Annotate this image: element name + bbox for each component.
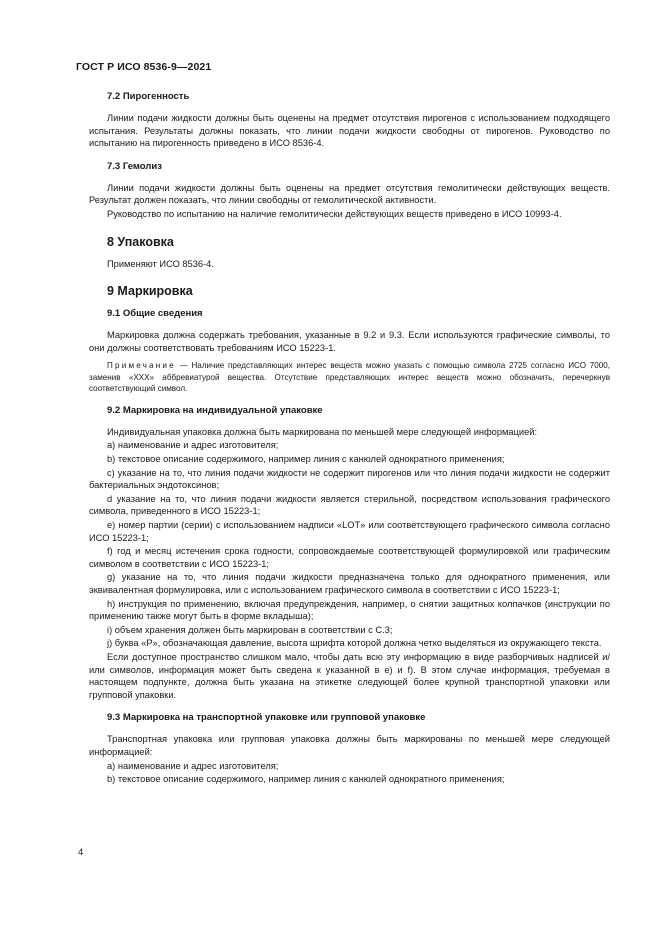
section-9-2-item-d: d указание на то, что линия подачи жидкости является стерильной, посредством использования графического символа, приведенного в ИСО 15223-1; [89,493,610,517]
section-7-3-title: 7.3 Гемолиз [107,160,162,172]
section-9-2-item-b: b) текстовое описание содержимого, например линия с канюлей однократного применения; [107,454,505,465]
section-9-2-item-c: c) указание на то, что линия подачи жидкости не содержит пирогенов или что линия подачи жидкости не содержит бактериальных эндотоксинов; [89,467,610,491]
section-9-3-title: 9.3 Маркировка на транспортной упаковке или групповой упаковке [107,712,426,724]
section-7-2-paragraph: Линии подачи жидкости должны быть оценены на предмет отсутствия пирогенов с использованием подходящего испытания. Результаты должны показать, что линии подачи жидкости свободны от пирогенов. Руководство по испытанию на пирогенность приведено в ИСО 8536-4. [89,113,610,149]
section-9-2-item-i: i) объем хранения должен быть маркирован в соответствии с С.3; [107,624,393,635]
section-9-1-title: 9.1 Общие сведения [107,308,203,320]
section-8-title: 8 Упаковка [107,234,174,249]
section-9-3-item-b: b) текстовое описание содержимого, например линия с канюлей однократного применения; [107,774,505,785]
section-9-1-note [89,360,610,395]
section-8-paragraph: Применяют ИСО 8536-4. [107,258,214,269]
section-9-title: 9 Маркировка [107,284,193,299]
section-9-2-closing: Если доступное пространство слишком мало, чтобы дать всю эту информацию в виде разборчивых надписей и/или символов, информация может быть сведена к указанной в е) и f). В этом случае информация, требуемая в настоящем подпункте, должна быть указана на этикетке следующей более крупной транспортной упаковки или групповой упаковки. [89,651,610,700]
note-text: — Наличие представляющих интерес веществ можно указать с помощью символа 2725 согласно ИСО 7000, заменив «XXX» аббревиатурой вещества. Отсутствие представляющих интерес веществ можно обозначить, перечеркнув соответствующий символ. [89,361,610,394]
note-label: Примечание [107,361,176,371]
section-7-3-paragraph-2: Руководство по испытанию на наличие гемолитически действующих веществ приведено в ИСО 10993-4. [107,208,562,219]
document-body [89,90,610,787]
section-9-3-intro: Транспортная упаковка или групповая упаковка должны быть маркированы по меньшей мере следующей информацией: [89,734,610,757]
section-9-2-item-j: j) буква «P», обозначающая давление, высота шрифта которой должна четко выделяться из окружающего текста. [107,638,602,649]
section-9-2-title: 9.2 Маркировка на индивидуальной упаковке [107,404,323,416]
section-9-2-item-e: e) номер партии (серии) с использованием надписи «LOT» или соответствующего графического символа согласно ИСО 15223-1; [89,520,610,543]
section-9-2-item-g: g) указание на то, что линия подачи жидкости предназначена только для однократного применения, или эквивалентная формулировка, или с использованием графического символа в соответствии с ИСО 15223-1; [89,572,610,595]
section-9-2-intro: Индивидуальная упаковка должна быть маркирована по меньшей мере следующей информацией: [107,426,538,437]
section-7-3-paragraph-1: Линии подачи жидкости должны быть оценены на предмет отсутствия гемолитически действующих веществ. Результат должен показать, что линии свободны от гемолитической активности. [89,182,610,206]
page-number: 4 [78,847,84,858]
section-7-2-title: 7.2 Пирогенность [107,91,190,102]
document-header: ГОСТ Р ИСО 8536-9—2021 [76,61,212,73]
section-9-3-item-a: a) наименование и адрес изготовителя; [107,760,279,771]
section-9-2-item-a: a) наименование и адрес изготовителя; [107,440,279,451]
section-9-2-item-h: h) инструкция по применению, включая предупреждения, например, о снятии защитных колпачков (инструкции по применению также могут быть в форме вкладыша); [89,598,610,622]
section-9-2-item-f: f) год и месяц истечения срока годности, сопровождаемые соответствующей формулировкой или графическим символом в соответствии с ИСО 15223-1; [89,546,610,569]
section-9-1-paragraph: Маркировка должна содержать требования, указанные в 9.2 и 9.3. Если используются графические символы, то они должны соответствовать требованиям ИСО 15223-1. [89,330,610,353]
